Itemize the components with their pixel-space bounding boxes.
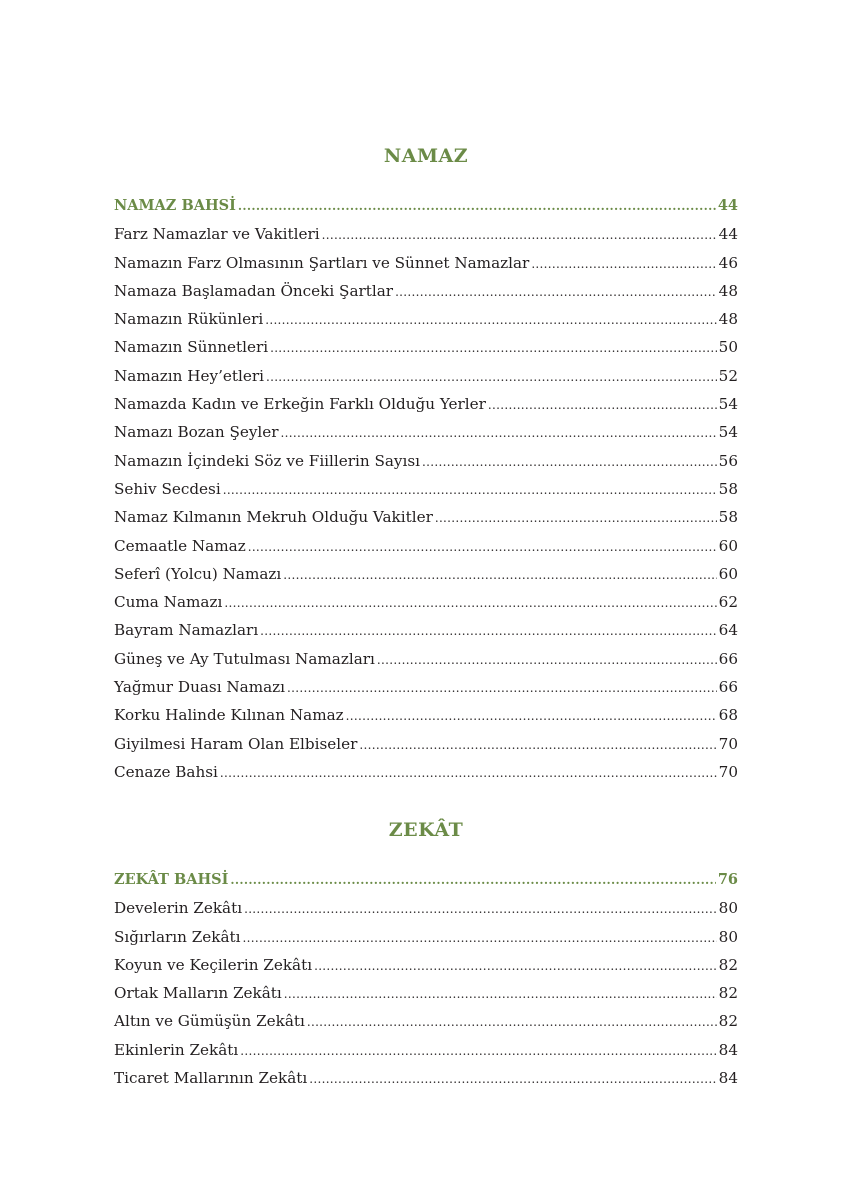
toc-entry-page: 52 — [718, 366, 738, 385]
toc-entry-label: Develerin Zekâtı — [114, 899, 243, 918]
dot-leader — [244, 895, 717, 923]
toc-entry-label: Cemaatle Namaz — [114, 536, 246, 555]
toc-entry[interactable] — [114, 390, 738, 418]
toc-entry-label: Namazın Farz Olmasının Şartları ve Sünnet Namazlar — [114, 253, 530, 272]
toc-entry-label: Namazın Hey’etleri — [114, 366, 264, 385]
dot-leader — [395, 278, 717, 306]
toc-entry[interactable] — [114, 447, 738, 475]
toc-entry-label: Güneş ve Ay Tutulması Namazları — [114, 649, 375, 668]
toc-entry-label: Ekinlerin Zekâtı — [114, 1040, 239, 1059]
toc-entry-page: 82 — [718, 984, 738, 1003]
toc-entry[interactable] — [114, 951, 738, 979]
dot-leader — [346, 702, 717, 730]
toc-entry[interactable] — [114, 418, 738, 446]
toc-entry-page: 60 — [718, 536, 738, 555]
toc-entry[interactable] — [114, 616, 738, 644]
toc-entry-page: 66 — [718, 649, 738, 668]
toc-entry-page: 48 — [718, 281, 738, 300]
toc-entry-page: 68 — [718, 706, 738, 725]
dot-leader — [531, 250, 716, 278]
toc-entry-page: 44 — [718, 225, 738, 244]
dot-leader — [284, 980, 717, 1008]
toc-section-zekat — [114, 815, 738, 1092]
toc-section-namaz — [114, 141, 738, 786]
toc-entry-page: 84 — [718, 1040, 738, 1059]
toc-entry-page: 48 — [718, 310, 738, 329]
toc-entry-label: Koyun ve Keçilerin Zekâtı — [114, 955, 313, 974]
toc-entry-label: Yağmur Duası Namazı — [114, 678, 286, 697]
dot-leader — [309, 1065, 716, 1093]
toc-entry[interactable] — [114, 362, 738, 390]
section-title: NAMAZ — [383, 145, 469, 167]
toc-entry-page: 62 — [718, 593, 738, 612]
toc-entry-page: 58 — [718, 508, 738, 527]
toc-entry-page: 82 — [718, 1012, 738, 1031]
toc-entry[interactable] — [114, 979, 738, 1007]
toc-heading-row[interactable] — [114, 192, 738, 220]
toc-entries — [114, 894, 738, 1092]
dot-leader — [283, 561, 716, 589]
dot-leader — [220, 759, 717, 787]
toc-entry-page: 82 — [718, 955, 738, 974]
toc-entry-label: Namazı Bozan Şeyler — [114, 423, 279, 442]
toc-entry[interactable] — [114, 475, 738, 503]
dot-leader — [307, 1008, 717, 1036]
dot-leader — [240, 1037, 716, 1065]
toc-entry-page: 54 — [718, 395, 738, 414]
toc-entry[interactable] — [114, 305, 738, 333]
toc-entry-label: Namazın Sünnetleri — [114, 338, 269, 357]
toc-entry-page: 70 — [718, 734, 738, 753]
toc-entry[interactable] — [114, 1064, 738, 1092]
toc-entry-page: 54 — [718, 423, 738, 442]
dot-leader — [223, 476, 717, 504]
dot-leader — [265, 306, 716, 334]
toc-entry-label: Namazın İçindeki Söz ve Fiillerin Sayısı — [114, 451, 421, 470]
dot-leader — [224, 589, 716, 617]
toc-entry-label: Cuma Namazı — [114, 593, 223, 612]
toc-entry-label: Namaza Başlamadan Önceki Şartlar — [114, 281, 394, 300]
toc-entries — [114, 220, 738, 786]
dot-leader — [322, 221, 717, 249]
toc-entry-page: 60 — [718, 564, 738, 583]
dot-leader — [314, 952, 717, 980]
toc-entry-label: Giyilmesi Haram Olan Elbiseler — [114, 734, 358, 753]
toc-entry-page: 80 — [718, 899, 738, 918]
toc-entry-label: Farz Namazlar ve Vakitleri — [114, 225, 320, 244]
toc-entry-label: Ortak Malların Zekâtı — [114, 984, 282, 1003]
dot-leader — [359, 731, 716, 759]
dot-leader — [260, 617, 717, 645]
toc-entry[interactable] — [114, 701, 738, 729]
toc-entry-label: Altın ve Gümüşün Zekâtı — [114, 1012, 305, 1031]
toc-entry[interactable] — [114, 923, 738, 951]
dot-leader — [230, 866, 715, 894]
dot-leader — [435, 504, 717, 532]
toc-entry-page: 80 — [718, 927, 738, 946]
dot-leader — [248, 533, 717, 561]
toc-entry-label: Cenaze Bahsi — [114, 762, 218, 781]
dot-leader — [266, 363, 717, 391]
toc-entry[interactable] — [114, 503, 738, 531]
toc-entry-label: Namaz Kılmanın Mekruh Olduğu Vakitler — [114, 508, 433, 527]
toc-entry[interactable] — [114, 277, 738, 305]
toc-entry[interactable] — [114, 588, 738, 616]
toc-entry[interactable] — [114, 758, 738, 786]
dot-leader — [287, 674, 717, 702]
dot-leader — [243, 924, 717, 952]
toc-entry-page: 70 — [718, 762, 738, 781]
toc-entry-label: Namazda Kadın ve Erkeğin Farklı Olduğu Yerler — [114, 395, 486, 414]
dot-leader — [422, 448, 717, 476]
toc-entry[interactable] — [114, 1007, 738, 1035]
toc-entry-page: 46 — [718, 253, 738, 272]
toc-entry[interactable] — [114, 333, 738, 361]
dot-leader — [281, 419, 717, 447]
toc-entry-label: Ticaret Mallarının Zekâtı — [114, 1069, 308, 1088]
toc-entry-page: 66 — [718, 678, 738, 697]
toc-entry[interactable] — [114, 249, 738, 277]
toc-heading-page: 44 — [717, 197, 738, 214]
toc-entry[interactable] — [114, 894, 738, 922]
toc-entry[interactable] — [114, 645, 738, 673]
dot-leader — [488, 391, 717, 419]
toc-entry[interactable] — [114, 220, 738, 248]
toc-entry-label: Sehiv Secdesi — [114, 479, 221, 498]
toc-entry-label: Bayram Namazları — [114, 621, 259, 640]
toc-entry-label: Korku Halinde Kılınan Namaz — [114, 706, 344, 725]
toc-entry-label: Namazın Rükünleri — [114, 310, 264, 329]
toc-entry[interactable] — [114, 730, 738, 758]
dot-leader — [270, 334, 717, 362]
toc-heading-label: NAMAZ BAHSİ — [114, 197, 236, 214]
toc-entry-page: 56 — [718, 451, 738, 470]
toc-entry[interactable] — [114, 532, 738, 560]
toc-entry[interactable] — [114, 1036, 738, 1064]
toc-heading-page: 76 — [717, 871, 738, 888]
dot-leader — [238, 192, 716, 220]
dot-leader — [377, 646, 717, 674]
toc-entry-page: 64 — [718, 621, 738, 640]
toc-entry-label: Sığırların Zekâtı — [114, 927, 241, 946]
toc-entry-page: 50 — [718, 338, 738, 357]
toc-entry-page: 58 — [718, 479, 738, 498]
toc-entry[interactable] — [114, 673, 738, 701]
section-title: ZEKÂT — [388, 819, 464, 841]
toc-heading-label: ZEKÂT BAHSİ — [114, 871, 229, 888]
toc-entry[interactable] — [114, 560, 738, 588]
toc-heading-row[interactable] — [114, 866, 738, 894]
toc-entry-page: 84 — [718, 1069, 738, 1088]
toc-entry-label: Seferî (Yolcu) Namazı — [114, 564, 282, 583]
